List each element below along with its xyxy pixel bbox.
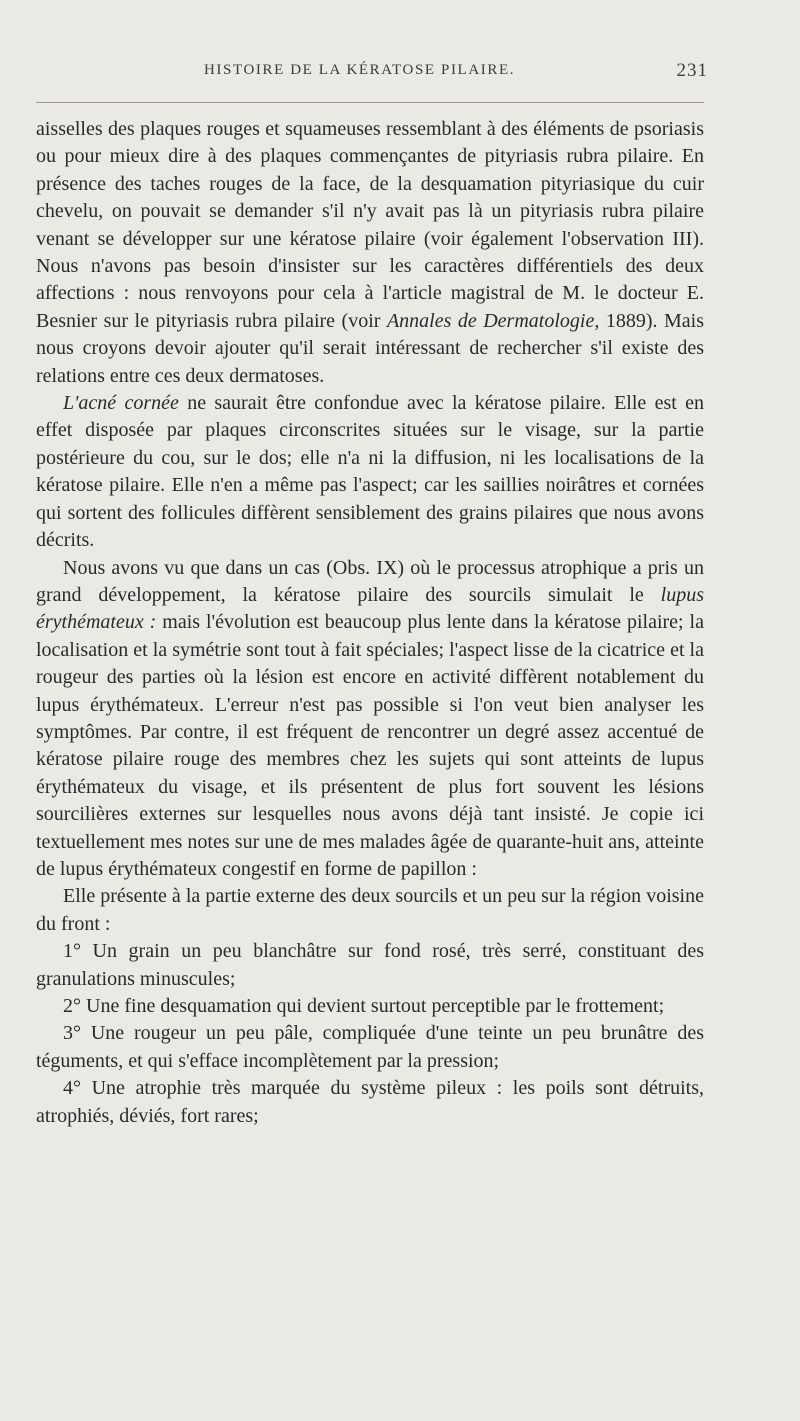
text-run: aisselles des plaques rouges et squameuses ressemblant à des éléments de psoriasis ou pour mieux dire à des plaques commençantes de pityriasis rubra pilaire. En présence des taches rouges de la face, de la desquamation pityriasique du cuir chevelu, on pouvait se demander s'il n'y avait pas là un pityriasis rubra pilaire venant se développer sur une kératose pilaire (voir également l'observation III). Nous n'avons pas besoin d'insister sur les caractères différentiels des deux affections : nous renvoyons pour cela à l'article magistral de M. le docteur E. Besnier sur le pityriasis rubra pilaire (voir xyxy=(36,118,704,332)
page-number: 231 xyxy=(676,60,708,81)
text-run: , 1889). Mais nous croyons devoir ajouter qu'il serait intéressant de rechercher s'il existe des relations entre ces deux dermatoses. xyxy=(36,309,704,387)
running-title: HISTOIRE DE LA KÉRATOSE PILAIRE. xyxy=(204,62,516,78)
list-item xyxy=(36,938,704,993)
paragraph xyxy=(36,390,704,554)
text-run: mais l'évolution est beaucoup plus lente dans la kératose pilaire; la localisation et la symétrie sont tout à fait spéciales; l'aspect lisse de la cicatrice et la rougeur des parties où la lésion est encore en activité diffèrent notablement du lupus érythémateux. L'erreur n'est pas possible si l'on veut bien analyser les symptômes. Par contre, il est fréquent de rencontrer un degré assez accentué de kératose pilaire rouge des membres chez les sujets qui sont atteints de lupus érythémateux du visage, et ils présentent de plus fort souvent les lésions sourcilières externes sur lesquelles nous avons déjà tant insisté. Je copie ici textuellement mes notes sur une de mes malades âgée de quarante-huit ans, atteinte de lupus érythémateux congestif en forme de papillon : xyxy=(36,611,704,880)
text-run: 3° Une rougeur un peu pâle, compliquée d'une teinte un peu brunâtre des téguments, et qui s'efface incomplètement par la pression; xyxy=(36,1022,704,1072)
header-rule xyxy=(36,102,704,103)
paragraph xyxy=(36,555,704,884)
text-run: Elle présente à la partie externe des deux sourcils et un peu sur la région voisine du front : xyxy=(36,885,704,935)
paragraph xyxy=(36,116,704,390)
list-item xyxy=(36,1020,704,1075)
paragraph xyxy=(36,883,704,938)
list-item xyxy=(36,993,704,1020)
body-text xyxy=(36,116,704,1130)
text-run: L' xyxy=(63,392,79,415)
text-run: ne saurait être confondue avec la kératose pilaire. Elle est en effet disposée par plaques circonscrites situées sur le visage, sur la partie postérieure du cou, sur le dos; elle n'a ni la diffusion, ni les localisations de la kératose pilaire. Elle n'en a même pas l'aspect; car les saillies noirâtres et cornées qui sortent des follicules diffèrent sensiblement des grains pilaires que nous avons décrits. xyxy=(36,392,704,552)
text-run: Nous avons vu que dans un cas (Obs. IX) où le processus atrophique a pris un grand développement, la kératose pilaire des sourcils simulait le xyxy=(36,556,704,606)
text-run: 4° Une atrophie très marquée du système pileux : les poils sont détruits, atrophiés, déviés, fort rares; xyxy=(36,1077,704,1127)
journal-title: Annales de Dermatologie xyxy=(386,309,595,332)
term-acne-cornee: acné cornée xyxy=(78,392,179,415)
text-run: 2° Une fine desquamation qui devient surtout perceptible par le frottement; xyxy=(63,995,665,1017)
term-lupus-erythemateux: lupus érythémateux : xyxy=(36,583,704,634)
running-head xyxy=(204,62,708,88)
text-run: 1° Un grain un peu blanchâtre sur fond rosé, très serré, constituant des granulations minuscules; xyxy=(36,940,704,990)
list-item xyxy=(36,1075,704,1130)
